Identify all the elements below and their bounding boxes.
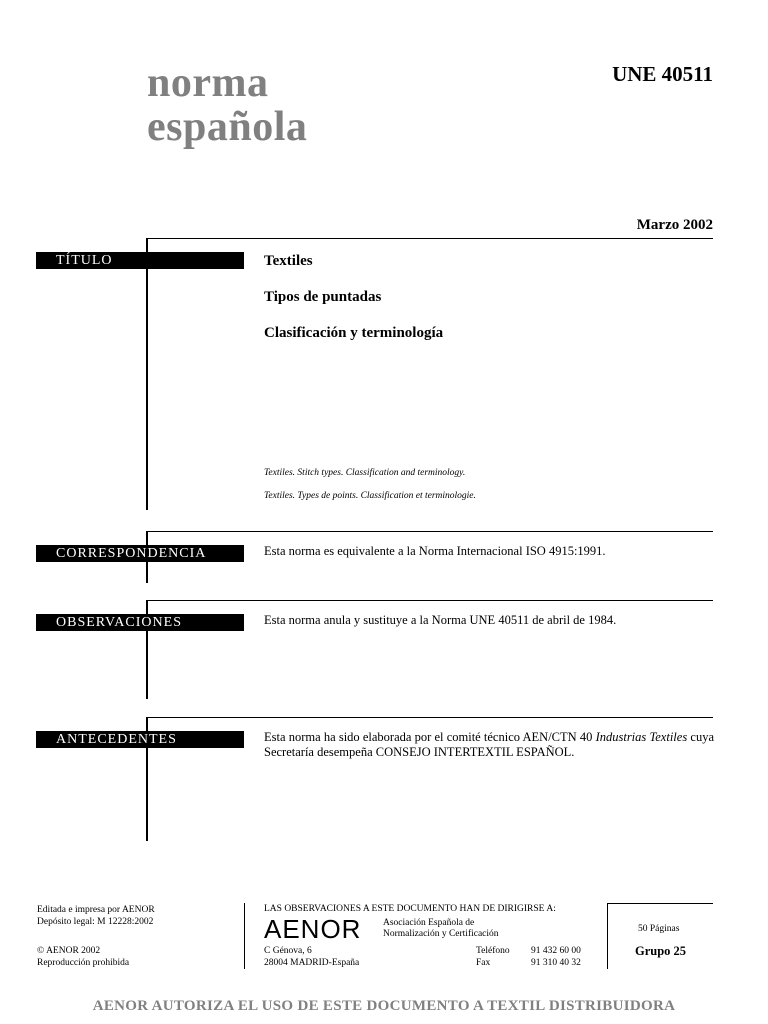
divider-correspondencia bbox=[147, 531, 713, 532]
footer-legal-deposit: Depósito legal: M 12228:2002 bbox=[37, 917, 154, 927]
label-antecedentes: ANTECEDENTES bbox=[36, 731, 244, 748]
title-translation-fr: Textiles. Types de points. Classification et terminologie. bbox=[264, 491, 476, 501]
footer-copyright: © AENOR 2002 bbox=[37, 946, 101, 956]
footer-divider-left bbox=[244, 903, 245, 969]
antecedentes-text-before: Esta norma ha sido elaborada por el comité técnico AEN/CTN 40 bbox=[264, 730, 596, 744]
footer-fax-value: 91 310 40 32 bbox=[531, 958, 581, 968]
footer-observations-note: LAS OBSERVACIONES A ESTE DOCUMENTO HAN DE DIRIGIRSE A: bbox=[264, 904, 556, 914]
divider-antecedentes bbox=[147, 717, 713, 718]
vertical-rule-titulo bbox=[146, 238, 148, 510]
antecedentes-text bbox=[264, 730, 714, 760]
divider-titulo bbox=[147, 238, 713, 239]
observaciones-text: Esta norma anula y sustituye a la Norma UNE 40511 de abril de 1984. bbox=[264, 613, 617, 627]
standard-code: UNE 40511 bbox=[612, 62, 713, 86]
title-line-3: Clasificación y terminología bbox=[264, 325, 444, 341]
footer-fax-label: Fax bbox=[476, 958, 491, 968]
antecedentes-committee-name: Industrias Textiles bbox=[595, 730, 688, 744]
footer-phone-label: Teléfono bbox=[476, 946, 510, 956]
footer-assoc-line-2: Normalización y Certificación bbox=[383, 929, 499, 939]
footer-group: Grupo 25 bbox=[635, 944, 687, 958]
footer-address-line-1: C Génova, 6 bbox=[264, 946, 312, 956]
publication-date: Marzo 2002 bbox=[636, 217, 713, 233]
aenor-logo: AENOR bbox=[264, 914, 362, 944]
correspondencia-text: Esta norma es equivalente a la Norma Internacional ISO 4915:1991. bbox=[264, 544, 606, 558]
authorization-banner: AENOR AUTORIZA EL USO DE ESTE DOCUMENTO A TEXTIL DISTRIBUIDORA bbox=[92, 998, 676, 1014]
title-line-1: Textiles bbox=[264, 253, 313, 269]
footer-pages: 50 Páginas bbox=[638, 924, 680, 934]
brand-line-1: norma bbox=[147, 60, 269, 106]
footer-divider-right bbox=[607, 903, 608, 969]
footer-edition: Editada e impresa por AENOR bbox=[37, 905, 155, 915]
divider-observaciones bbox=[147, 600, 713, 601]
label-correspondencia: CORRESPONDENCIA bbox=[36, 545, 244, 562]
title-line-2: Tipos de puntadas bbox=[264, 289, 382, 305]
brand-line-2: española bbox=[147, 104, 308, 150]
footer-phone-value: 91 432 60 00 bbox=[531, 946, 581, 956]
footer-top-rule-right bbox=[607, 903, 713, 904]
footer-assoc-line-1: Asociación Española de bbox=[383, 918, 475, 928]
antecedentes-text-after: cuya Secretaría desempeña CONSEJO INTERTEXTIL ESPAÑOL. bbox=[264, 730, 714, 759]
title-translation-en: Textiles. Stitch types. Classification and terminology. bbox=[264, 468, 466, 478]
label-observaciones: OBSERVACIONES bbox=[36, 614, 244, 631]
footer-reproduction: Reproducción prohibida bbox=[37, 958, 130, 968]
label-titulo: TÍTULO bbox=[36, 252, 244, 269]
footer-address-line-2: 28004 MADRID-España bbox=[264, 958, 360, 968]
